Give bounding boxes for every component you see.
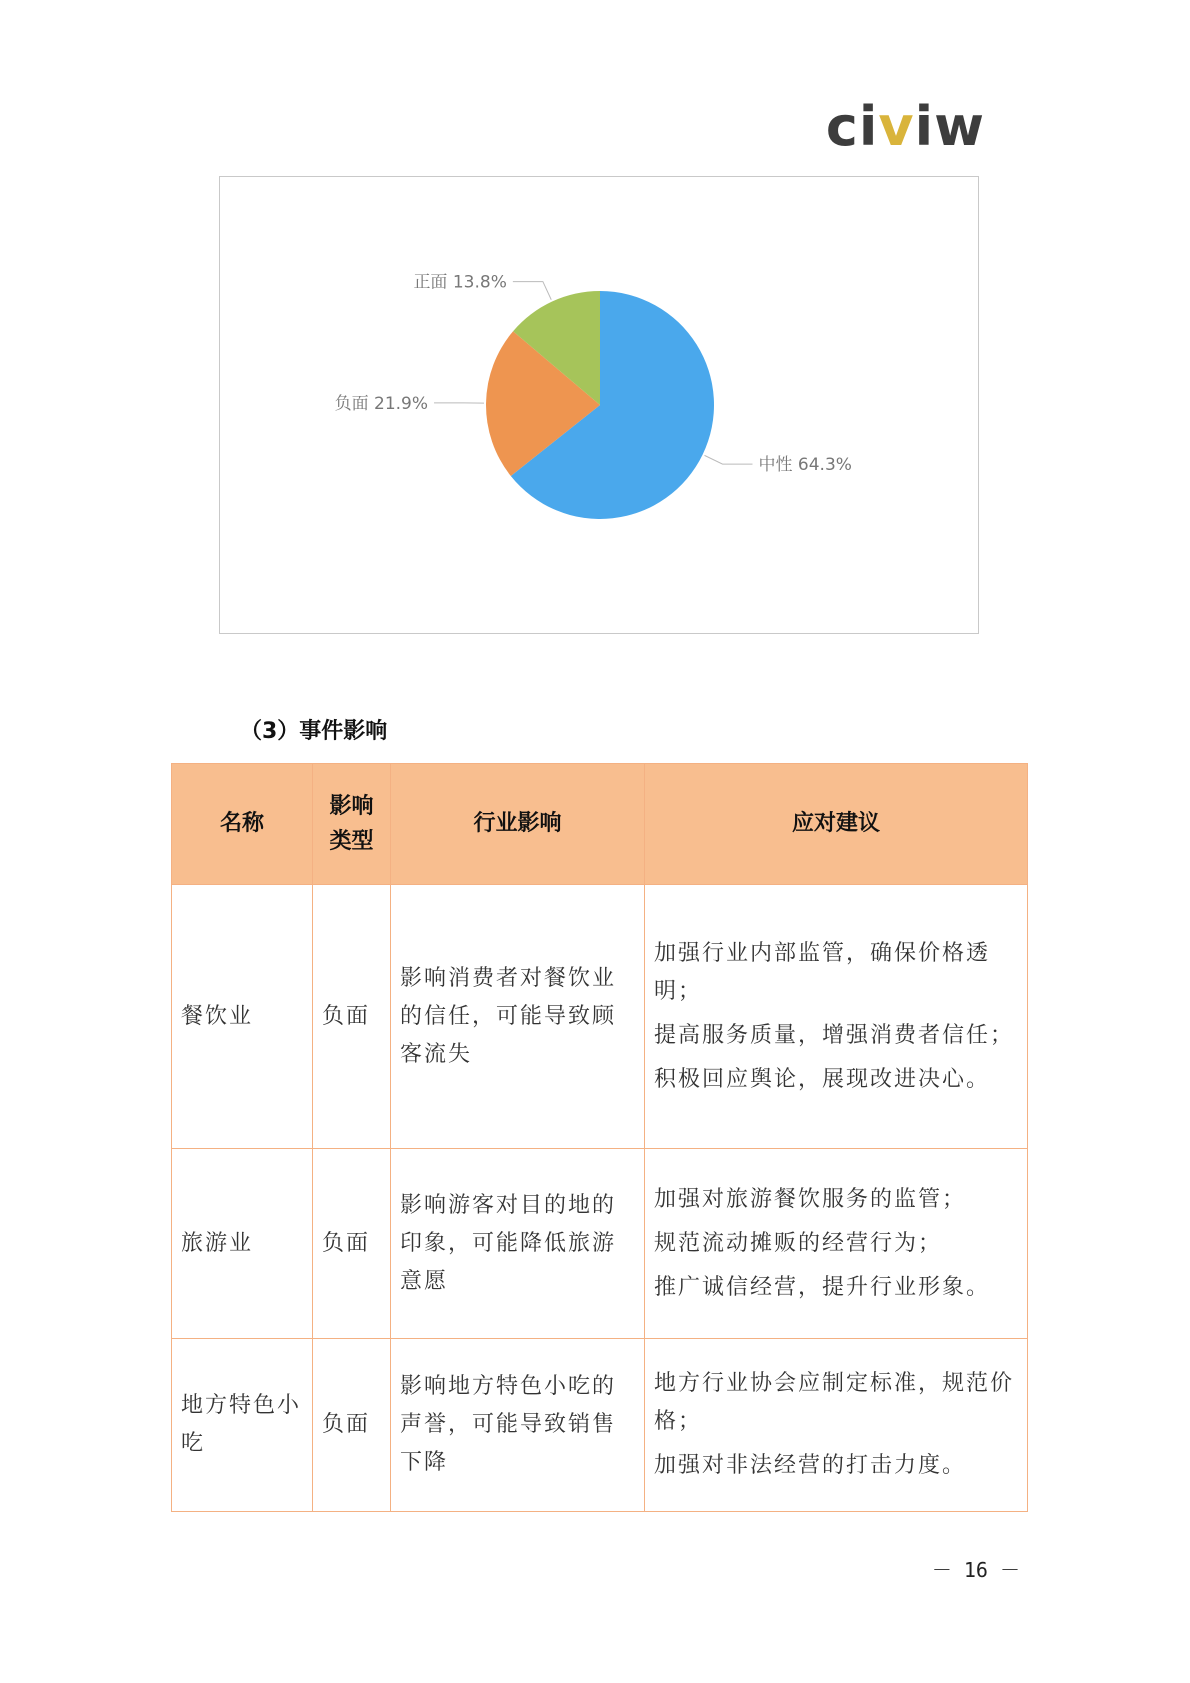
row-advice [645,1149,1028,1339]
row-advice [645,1339,1028,1512]
table-row [172,885,1028,1149]
slice-label: 负面 21.9% [334,393,429,414]
advice-item: 加强行业内部监管，确保价格透明； [654,940,991,1004]
logo-text-start: ci [825,95,879,158]
logo-text-end: iw [914,95,985,158]
slice-label: 正面 13.8% [413,272,507,293]
logo-text-accent: v [878,95,915,158]
advice-item: 积极回应舆论，展现改进决心。 [654,1066,991,1092]
advice-item: 规范流动摊贩的经营行为； [654,1230,943,1256]
advice-item: 推广诚信经营，提升行业形象。 [654,1274,991,1300]
advice-item: 加强对非法经营的打击力度。 [654,1453,967,1478]
header-impact-type [313,764,391,885]
header-industry-impact: 行业影响 [391,764,645,885]
advice-item: 提高服务质量，增强消费者信任； [654,1022,1015,1048]
row-name: 地方特色小吃 [172,1339,313,1512]
row-impact: 影响消费者对餐饮业的信任，可能导致顾客流失 [391,885,645,1149]
row-advice [645,885,1028,1149]
advice-item: 加强对旅游餐饮服务的监管； [654,1186,967,1212]
row-impact: 影响游客对目的地的印象，可能降低旅游意愿 [391,1149,645,1339]
header-name: 名称 [172,764,313,885]
row-name: 餐饮业 [172,885,313,1149]
row-type: 负面 [313,1339,391,1512]
event-impact-table [171,763,1028,1512]
pie-chart-svg [220,177,980,635]
header-type-line2: 类型 [329,829,374,854]
leader-line [513,282,551,300]
leader-line [704,455,752,464]
table-header-row [172,764,1028,885]
section-heading: （3）事件影响 [240,719,388,744]
row-name: 旅游业 [172,1149,313,1339]
page-number: － 16 － [931,1558,1020,1582]
civiw-logo [825,95,985,158]
sentiment-pie-chart [219,176,979,634]
header-advice: 应对建议 [645,764,1028,885]
row-type: 负面 [313,885,391,1149]
table-row [172,1339,1028,1512]
row-impact: 影响地方特色小吃的声誉，可能导致销售下降 [391,1339,645,1512]
row-type: 负面 [313,1149,391,1339]
table-row [172,1149,1028,1339]
header-type-line1: 影响 [329,793,374,819]
advice-item: 地方行业协会应制定标准，规范价格； [654,1371,1015,1434]
slice-label: 中性 64.3% [758,455,852,476]
